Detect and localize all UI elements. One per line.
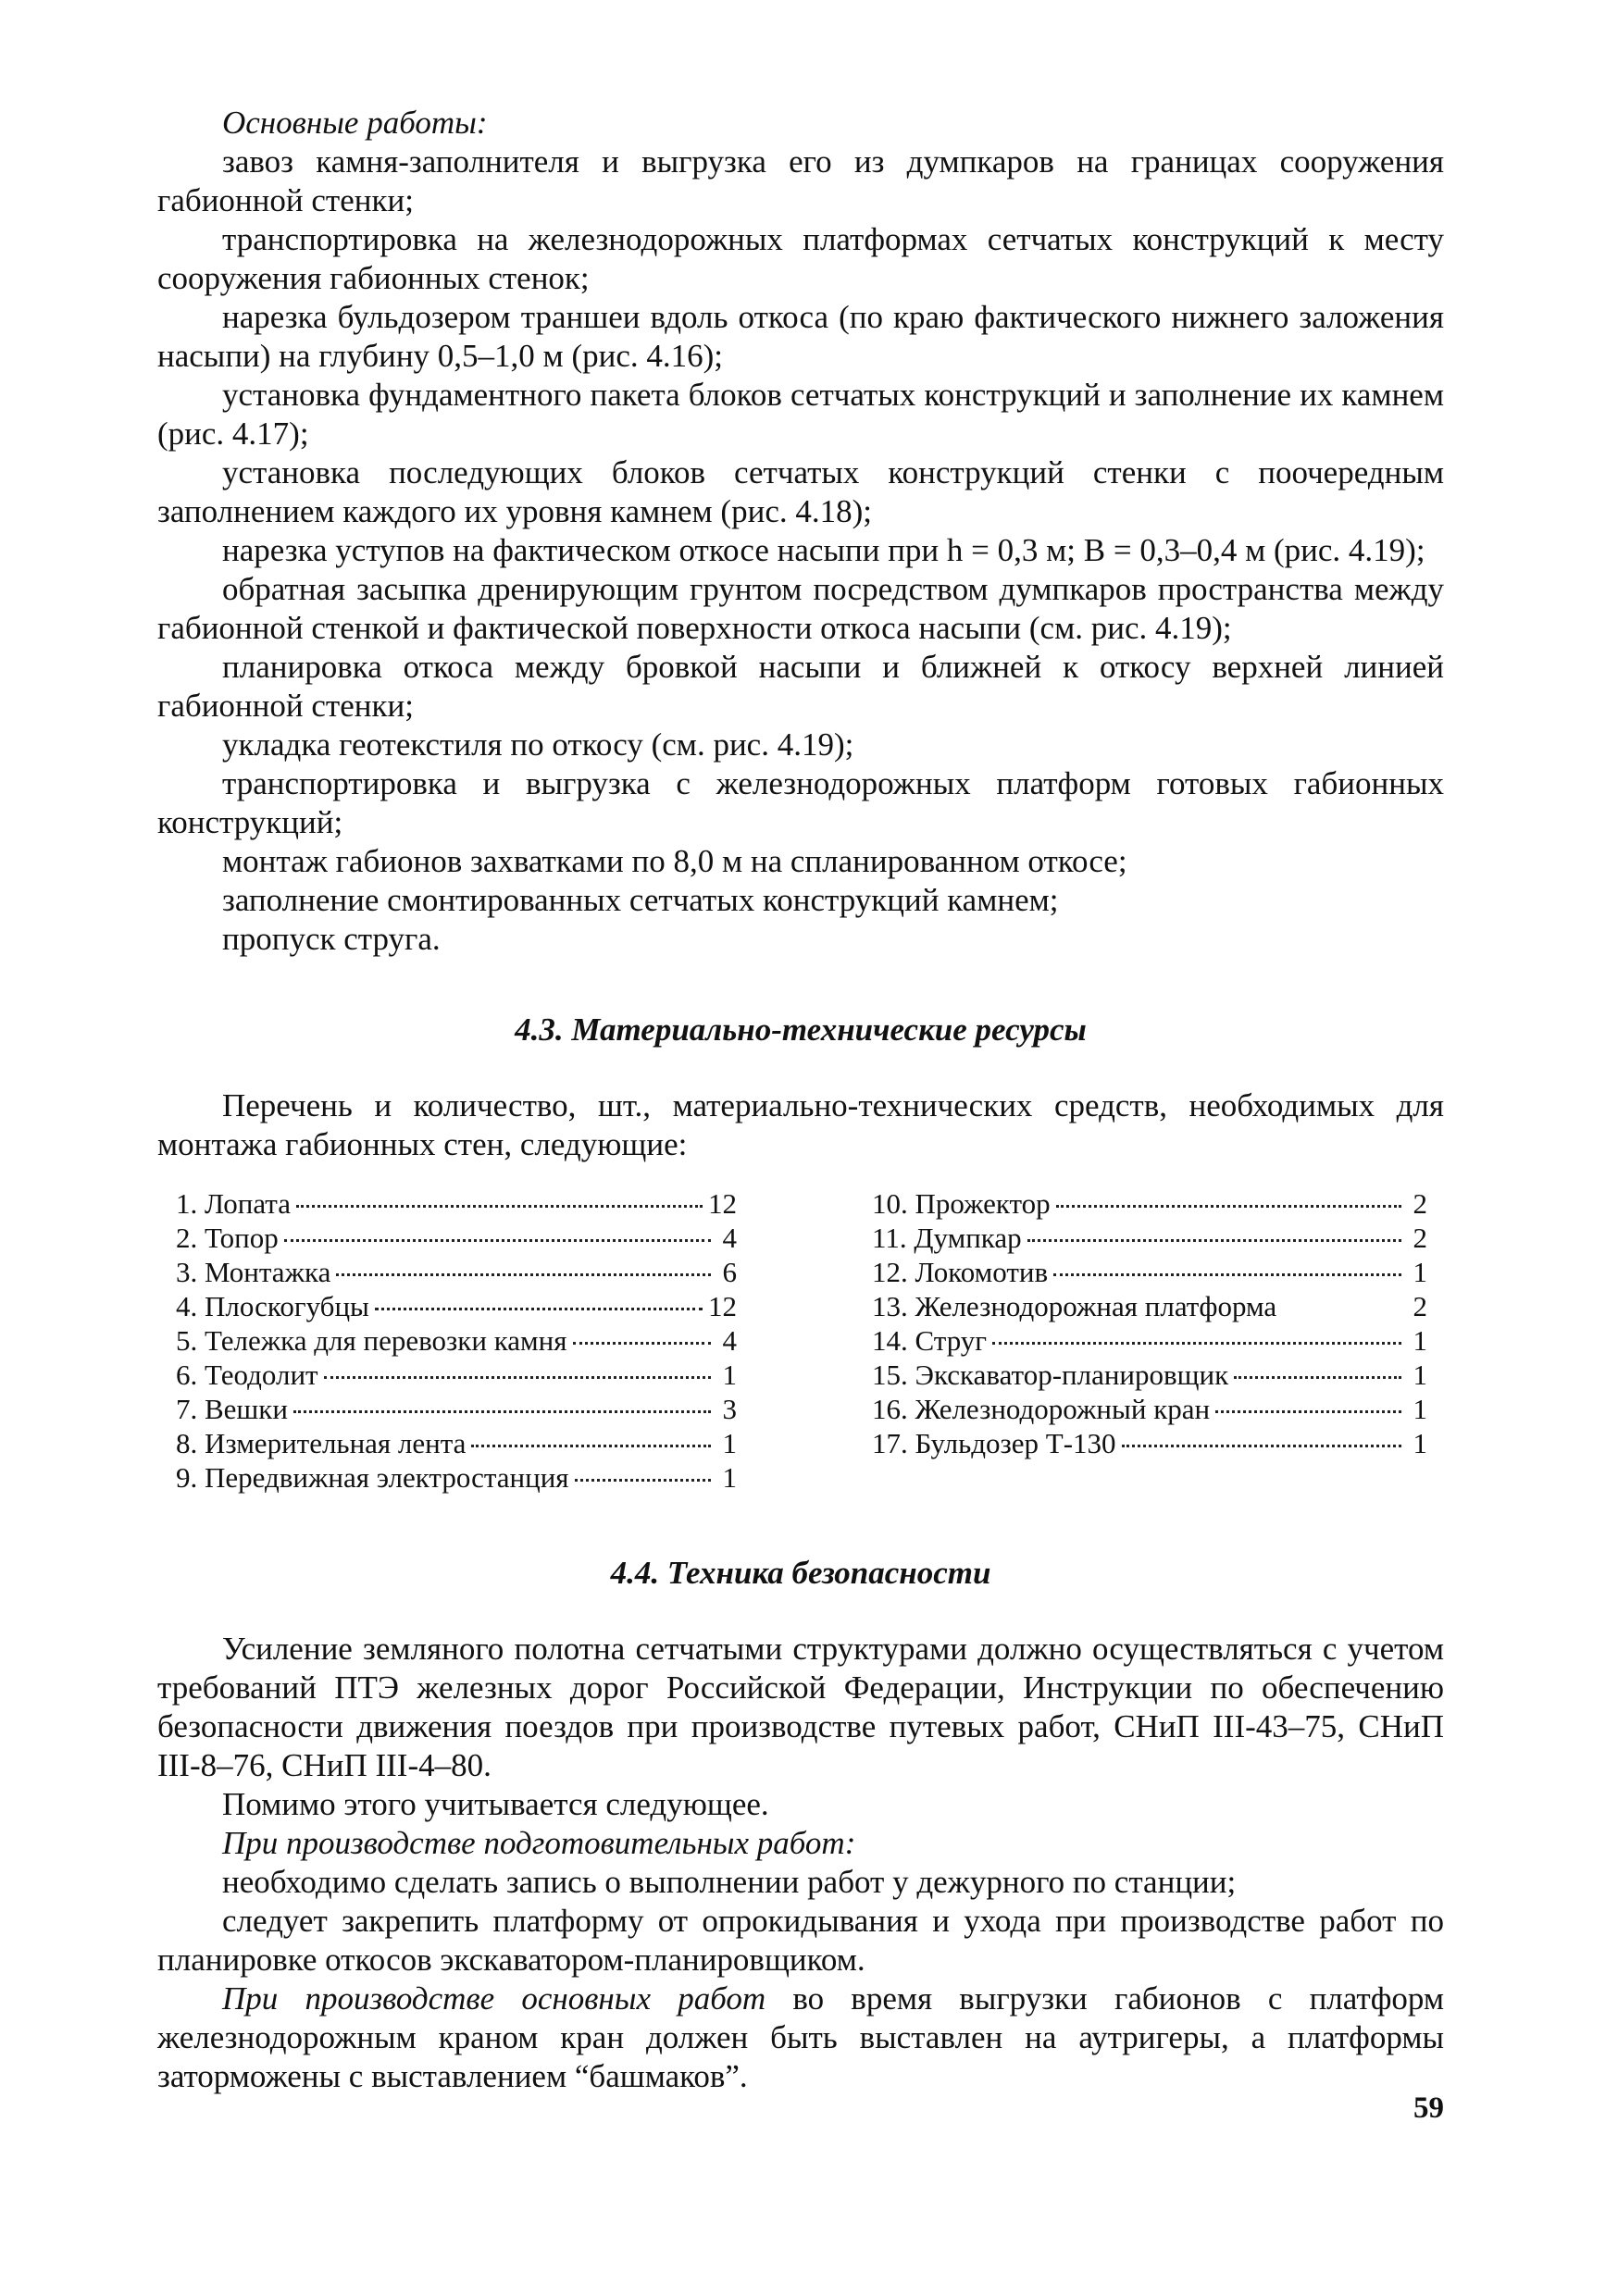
resource-qty: 4	[722, 1222, 737, 1254]
main-works-item: обратная засыпка дренирующим грунтом посредством думпкаров пространства между габионной стенкой и фактической поверхности откоса насыпи (см. рис. 4.19);	[157, 571, 1444, 646]
main-works-item: заполнение смонтированных сетчатых конструкций камнем;	[222, 882, 1059, 918]
resource-label: 13. Железнодорожная платформа	[872, 1290, 1277, 1322]
resource-label: 12. Локомотив	[872, 1256, 1049, 1288]
resource-item	[176, 1460, 737, 1495]
resource-label: 11. Думпкар	[872, 1222, 1022, 1254]
main-works-item: нарезка бульдозером траншеи вдоль откоса (по краю фактического нижнего заложения насыпи) на глубину 0,5–1,0 м (рис. 4.16);	[157, 299, 1444, 374]
resource-item	[176, 1426, 737, 1460]
resource-qty: 1	[1413, 1427, 1427, 1459]
resource-item	[176, 1186, 737, 1221]
main-works-title: Основные работы:	[222, 105, 488, 141]
resource-label: 7. Вешки	[176, 1393, 288, 1425]
resource-item	[176, 1392, 737, 1426]
dot-leader	[1234, 1376, 1401, 1379]
safety-paragraph: Усиление земляного полотна сетчатыми структурами должно осуществляться с учетом требований ПТЭ железных дорог Российской Федерации, Инструкции по обеспечению безопасности движения поездов при производстве путевых работ, СНиП III-43–75, СНиП III-8–76, СНиП III-4–80.	[157, 1631, 1444, 1783]
dot-leader	[573, 1342, 711, 1345]
section-heading-4-3: 4.3. Материально-технические ресурсы	[515, 1011, 1087, 1048]
resource-label: 4. Плоскогубцы	[176, 1290, 369, 1322]
resources-list	[176, 1186, 1444, 1495]
resource-label: 9. Передвижная электростанция	[176, 1461, 569, 1494]
resource-qty: 4	[722, 1324, 737, 1357]
prep-works-item: необходимо сделать запись о выполнении работ у дежурного по станции;	[222, 1864, 1237, 1900]
dot-leader	[1056, 1205, 1401, 1208]
resource-label: 10. Прожектор	[872, 1187, 1051, 1220]
dot-leader	[375, 1308, 703, 1310]
resource-qty: 2	[1413, 1222, 1427, 1254]
resource-item	[176, 1289, 737, 1323]
resource-qty: 2	[1413, 1290, 1427, 1322]
resource-item	[176, 1221, 737, 1255]
resource-qty: 1	[1413, 1359, 1427, 1391]
resource-qty: 1	[722, 1359, 737, 1391]
resource-label: 3. Монтажка	[176, 1256, 331, 1288]
safety-paragraph: Помимо этого учитывается следующее.	[222, 1786, 769, 1822]
main-works-safety-lead: При производстве основных работ	[222, 1980, 766, 2017]
main-works-item: установка последующих блоков сетчатых конструкций стенки с поочередным заполнением каждого их уровня камнем (рис. 4.18);	[157, 454, 1444, 529]
main-works-item: укладка геотекстиля по откосу (см. рис. 4.19);	[222, 726, 854, 763]
resource-item	[872, 1255, 1427, 1289]
resource-label: 5. Тележка для перевозки камня	[176, 1324, 567, 1357]
resource-item	[176, 1323, 737, 1358]
prep-works-title: При производстве подготовительных работ:	[222, 1825, 856, 1861]
resource-item	[872, 1358, 1427, 1392]
resource-item	[872, 1186, 1427, 1221]
resource-qty: 1	[1413, 1256, 1427, 1288]
page-content	[157, 104, 1444, 2096]
resource-label: 8. Измерительная лента	[176, 1427, 467, 1459]
main-works-item: пропуск струга.	[222, 921, 441, 957]
resource-qty: 1	[1413, 1324, 1427, 1357]
resource-item	[872, 1426, 1427, 1460]
dot-leader	[336, 1273, 711, 1276]
resource-item	[176, 1255, 737, 1289]
main-works-item: нарезка уступов на фактическом откосе насыпи при h = 0,3 м; B = 0,3–0,4 м (рис. 4.19);	[222, 532, 1425, 568]
resource-qty: 2	[1413, 1187, 1427, 1220]
resource-qty: 3	[722, 1393, 737, 1425]
page-number: 59	[1413, 2091, 1444, 2125]
dot-leader	[1053, 1273, 1401, 1276]
main-works-item: завоз камня-заполнителя и выгрузка его из думпкаров на границах сооружения габионной стенки;	[157, 143, 1444, 218]
main-works-item: планировка откоса между бровкой насыпи и ближней к откосу верхней линией габионной стенки;	[157, 649, 1444, 724]
dot-leader	[471, 1445, 711, 1447]
main-works-item: транспортировка и выгрузка с железнодорожных платформ готовых габионных конструкций;	[157, 765, 1444, 840]
dot-leader	[575, 1479, 711, 1482]
resource-label: 14. Струг	[872, 1324, 987, 1357]
resource-qty: 1	[1413, 1393, 1427, 1425]
main-works-safety-paragraph	[157, 1980, 1444, 2096]
resource-label: 17. Бульдозер Т-130	[872, 1427, 1116, 1459]
main-works-item: транспортировка на железнодорожных платформах сетчатых конструкций к месту сооружения габионных стенок;	[157, 221, 1444, 296]
resources-intro: Перечень и количество, шт., материально-технических средств, необходимых для монтажа габионных стен, следующие:	[157, 1087, 1444, 1162]
resources-list-left	[176, 1186, 737, 1495]
dot-leader	[324, 1376, 711, 1379]
prep-works-item: следует закрепить платформу от опрокидывания и ухода при производстве работ по планировке откосов экскаватором-планировщиком.	[157, 1903, 1444, 1978]
resource-item	[872, 1289, 1427, 1323]
resource-label: 6. Теодолит	[176, 1359, 318, 1391]
resource-item	[176, 1358, 737, 1392]
resource-label: 1. Лопата	[176, 1187, 291, 1220]
dot-leader	[992, 1342, 1401, 1345]
resource-item	[872, 1221, 1427, 1255]
main-works-item: установка фундаментного пакета блоков сетчатых конструкций и заполнение их камнем (рис. 4.17);	[157, 377, 1444, 452]
resource-qty: 6	[722, 1256, 737, 1288]
resource-qty: 12	[708, 1290, 737, 1322]
resource-label: 2. Топор	[176, 1222, 279, 1254]
section-heading-4-4: 4.4. Техника безопасности	[610, 1555, 991, 1591]
dot-leader	[1215, 1410, 1401, 1413]
dot-leader	[293, 1410, 711, 1413]
resource-item	[872, 1392, 1427, 1426]
dot-leader	[296, 1205, 703, 1208]
resource-qty: 1	[722, 1427, 737, 1459]
main-works-safety-text: во время выгрузки габионов с платформ железнодорожным краном кран должен быть выставлен на аутригеры, а платформы заторможены с выставлением “башмаков”.	[157, 1980, 1444, 2094]
main-works-item: монтаж габионов захватками по 8,0 м на спланированном откосе;	[222, 843, 1127, 879]
dot-leader	[284, 1239, 711, 1242]
dot-leader	[1122, 1445, 1401, 1447]
dot-leader	[1027, 1239, 1401, 1242]
resource-item	[872, 1323, 1427, 1358]
resource-qty: 12	[708, 1187, 737, 1220]
resource-qty: 1	[722, 1461, 737, 1494]
resource-label: 16. Железнодорожный кран	[872, 1393, 1211, 1425]
resources-list-right	[872, 1186, 1427, 1495]
resource-label: 15. Экскаватор-планировщик	[872, 1359, 1229, 1391]
